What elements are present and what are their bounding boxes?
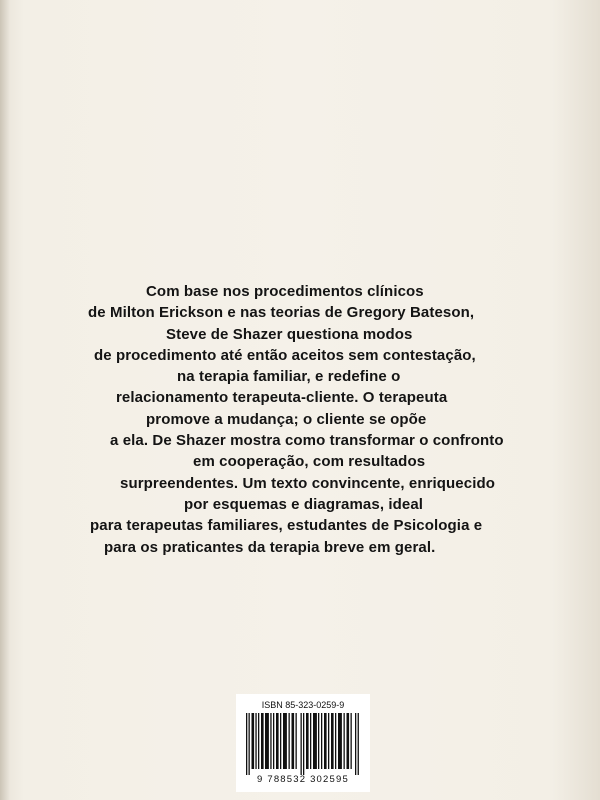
isbn-barcode-box	[236, 694, 370, 792]
blurb-line-10: surpreendentes. Um texto convincente, enriquecido	[120, 474, 495, 492]
blurb-line-9: em cooperação, com resultados	[193, 453, 426, 471]
ean-barcode-graphic	[243, 713, 363, 775]
blurb-line-12: para terapeutas familiares, estudantes de Psicologia e	[90, 517, 483, 535]
blurb-line-8: a ela. De Shazer mostra como transformar o confronto	[110, 432, 504, 450]
blurb-line-7: promove a mudança; o cliente se opõe	[146, 410, 427, 428]
blurb-line-4: de procedimento até então aceitos sem contestação,	[94, 346, 476, 364]
isbn-label: ISBN 85-323-0259-9	[261, 700, 345, 710]
ean-digits: 9 788532 302595	[257, 774, 349, 785]
blurb-line-2: de Milton Erickson e nas teorias de Gregory Bateson,	[88, 304, 475, 322]
blurb-line-6: relacionamento terapeuta-cliente. O terapeuta	[116, 389, 448, 407]
blurb-line-3: Steve de Shazer questiona modos	[166, 325, 413, 343]
blurb-line-1: Com base nos procedimentos clínicos	[146, 283, 424, 300]
blurb-line-5: na terapia familiar, e redefine o	[177, 368, 401, 386]
blurb-line-13: para os praticantes da terapia breve em geral.	[104, 538, 436, 556]
blurb-line-11: por esquemas e diagramas, ideal	[184, 495, 424, 513]
back-cover-blurb	[0, 281, 600, 558]
